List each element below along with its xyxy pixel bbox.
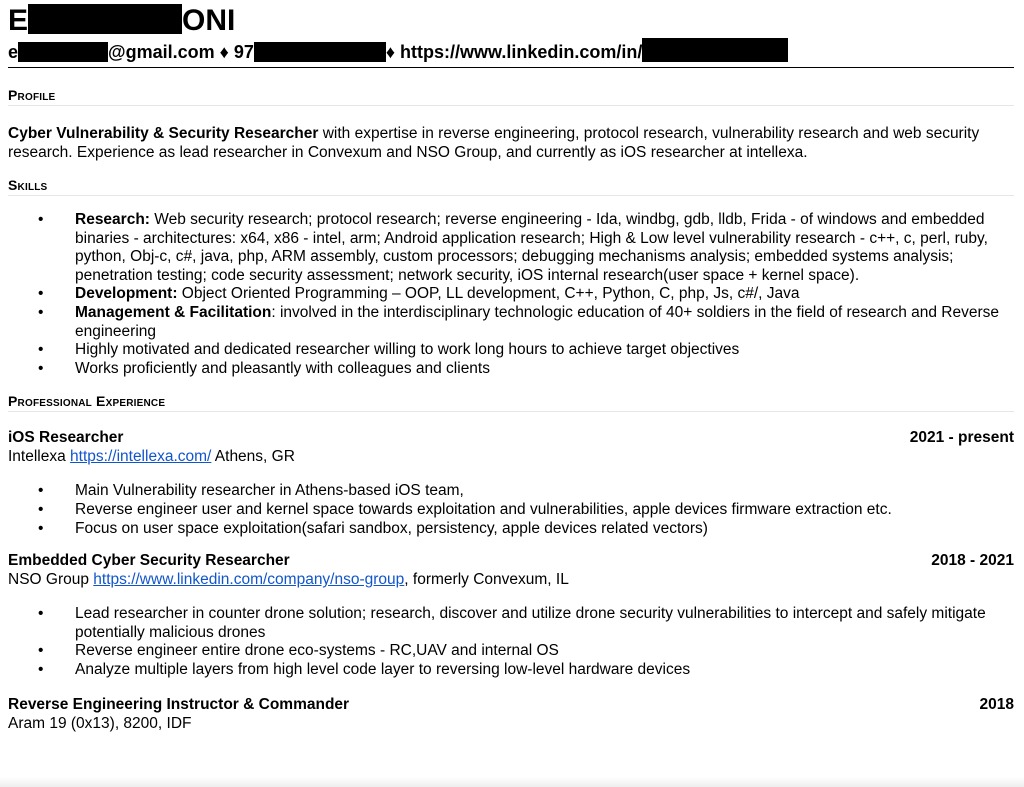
job-company-line	[8, 447, 1014, 466]
phone-start: 97	[233, 42, 254, 62]
job-entry	[8, 428, 1014, 538]
job-bullet-text: Main Vulnerability researcher in Athens-based iOS team,	[75, 482, 464, 500]
section-title-experience: Professional Experience	[8, 392, 1014, 412]
job-title: Embedded Cyber Security Researcher	[8, 552, 290, 570]
skill-text: Works proficiently and pleasantly with colleagues and clients	[75, 359, 490, 377]
company-link[interactable]: https://intellexa.com/	[70, 448, 212, 466]
skill-text: : involved in the interdisciplinary technologic education of 40+ soldiers in the field of research and Reverse engineering	[75, 303, 1000, 340]
name-start: E	[8, 4, 29, 37]
job-title: Reverse Engineering Instructor & Commander	[8, 695, 350, 713]
redaction-block	[642, 38, 788, 62]
page-bottom-fade	[0, 777, 1024, 787]
job-header	[8, 551, 1014, 570]
job-company-line	[8, 714, 1014, 733]
list-item	[8, 605, 1014, 642]
skill-label: Management & Facilitation	[75, 303, 272, 321]
job-company: Intellexa	[8, 448, 71, 466]
bullet-icon: •	[38, 660, 44, 678]
company-link[interactable]: https://www.linkedin.com/company/nso-group	[93, 571, 405, 589]
list-item	[8, 520, 1014, 539]
contact-line	[8, 38, 1014, 63]
list-item	[8, 482, 1014, 501]
email-start: e	[8, 42, 19, 62]
list-item	[8, 642, 1014, 661]
list-item	[8, 341, 1014, 360]
header-divider	[8, 67, 1014, 68]
job-bullet-text: Reverse engineer user and kernel space towards exploitation and vulnerabilities, apple devices firmware extraction etc.	[75, 500, 892, 518]
list-item	[8, 304, 1014, 341]
job-dates: 2021 - present	[909, 429, 1014, 447]
name-end: ONI	[182, 4, 236, 37]
bullet-icon: •	[38, 500, 44, 518]
job-title: iOS Researcher	[8, 429, 124, 447]
bullet-icon: •	[38, 642, 44, 660]
job-entry	[8, 551, 1014, 679]
list-item	[8, 501, 1014, 520]
list-item	[8, 360, 1014, 379]
resume-page	[8, 4, 1014, 733]
skill-text: Web security research; protocol research; reverse engineering - Ida, windbg, gdb, lldb, Frida - of windows and embedded binaries - architectures: x64, x86 - intel, arm; Android application research; High & Low level vulnerability research - c++, c, perl, ruby, python, Obj-c, c#, java, php, ARM assembly, custom processors; debugging mechanisms analysis; embedded systems analysis; penetration testing; code security assessment; network security, iOS internal research(user space + kernel space).	[75, 211, 988, 284]
bullet-icon: •	[38, 605, 44, 623]
bullet-icon: •	[38, 341, 44, 359]
skill-text: Object Oriented Programming – OOP, LL development, C++, Python, C, php, Js, c#/, Java	[177, 285, 800, 303]
separator-diamond: ♦	[219, 42, 229, 62]
section-title-skills: Skills	[8, 176, 1014, 196]
job-bullets	[8, 605, 1014, 679]
job-location: Athens, GR	[211, 448, 295, 466]
job-company: Aram 19 (0x13), 8200, IDF	[8, 714, 192, 732]
job-bullets	[8, 482, 1014, 538]
job-bullet-text: Lead researcher in counter drone solution; research, discover and utilize drone security vulnerabilities to intercept and safely mitigate potentially malicious drones	[75, 605, 986, 641]
skills-list	[8, 211, 1014, 378]
list-item	[8, 285, 1014, 304]
section-title-profile: Profile	[8, 86, 1014, 106]
profile-paragraph	[8, 124, 1014, 162]
linkedin-url[interactable]: https://www.linkedin.com/in/	[400, 42, 643, 62]
list-item	[8, 661, 1014, 680]
bullet-icon: •	[38, 359, 44, 377]
bullet-icon: •	[38, 211, 44, 228]
profile-text: with expertise in reverse engineering, protocol research, vulnerability research and web security research. Experience as lead researcher in Convexum and NSO Group, and currently as iOS researcher at intellexa.	[8, 125, 980, 161]
job-bullet-text: Analyze multiple layers from high level code layer to reversing low-level hardware devices	[75, 660, 691, 678]
skill-label: Development:	[75, 285, 178, 303]
job-bullet-text: Reverse engineer entire drone eco-systems - RC,UAV and internal OS	[75, 642, 559, 660]
job-dates: 2018	[979, 695, 1014, 713]
redaction-block	[18, 42, 108, 62]
job-company: NSO Group	[8, 571, 94, 589]
list-item	[8, 211, 1014, 285]
separator-diamond: ♦	[385, 42, 396, 62]
bullet-icon: •	[38, 519, 44, 537]
bullet-icon: •	[38, 303, 44, 321]
job-header	[8, 428, 1014, 447]
skill-label: Research:	[75, 211, 150, 228]
job-dates: 2018 - 2021	[931, 552, 1014, 570]
candidate-name	[8, 4, 1014, 38]
job-location: , formerly Convexum, IL	[404, 571, 569, 589]
redaction-block	[254, 42, 386, 62]
redaction-block	[28, 4, 182, 34]
job-company-line	[8, 570, 1014, 589]
job-bullet-text: Focus on user space exploitation(safari sandbox, persistency, apple devices related vectors)	[75, 519, 708, 537]
bullet-icon: •	[38, 482, 44, 500]
profile-headline: Cyber Vulnerability & Security Researcher	[8, 125, 319, 142]
email-end: @gmail.com	[108, 42, 215, 62]
job-header	[8, 695, 1014, 714]
bullet-icon: •	[38, 285, 44, 303]
skill-text: Highly motivated and dedicated researcher willing to work long hours to achieve target objectives	[75, 341, 740, 359]
job-entry	[8, 695, 1014, 733]
